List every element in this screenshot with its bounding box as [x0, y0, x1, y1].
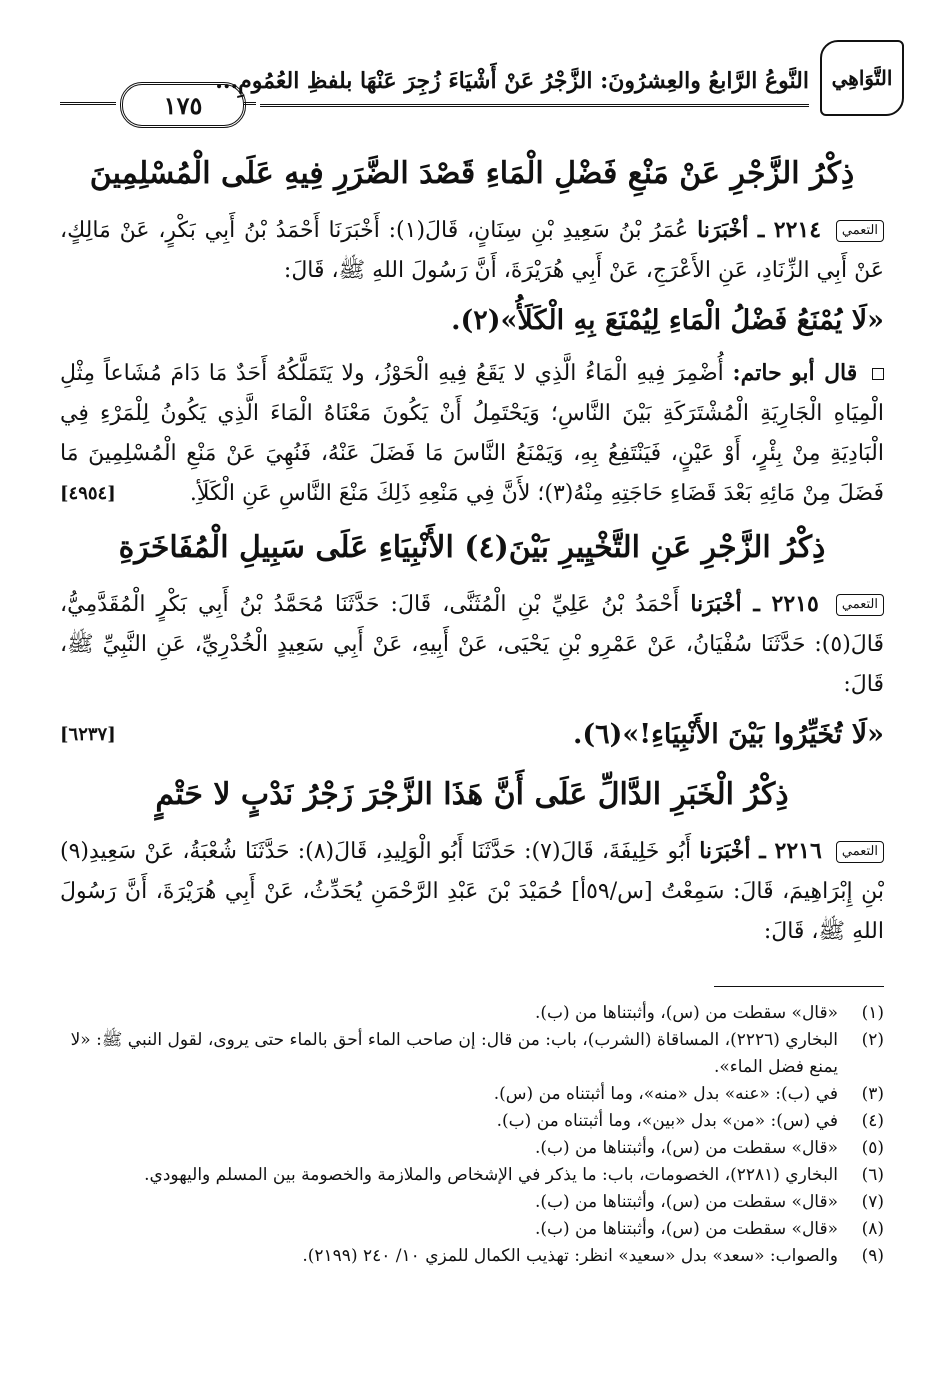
footnote — [60, 1216, 884, 1243]
section-title: ذِكْرُ الزَّجْرِ عَنْ مَنْعِ فَضْلِ الْمَاءِ قَصْدَ الضَّرَرِ فِيهِ عَلَى الْمُسْلِمِينَ — [89, 156, 855, 191]
running-title: النَّوعُ الرَّابعُ والعِشرُونَ: الزَّجْرُ عَنْ أَشْيَاءَ زُجِرَ عَنْهَا بلفظِ العُمُومِ... — [215, 68, 809, 94]
footnote-number: (٧) — [861, 1192, 884, 1212]
footnote-text: «قال» سقطت من (س)، وأثبتناها من (ب). — [534, 1219, 838, 1239]
reference-number: [٦٢٣٧] — [60, 724, 116, 745]
commentary-label: قال أبو حاتم: — [732, 360, 858, 386]
reference-number: [٤٩٥٤] — [60, 483, 116, 504]
footnote-text: البخاري (٢٢٢٦)، المساقاة (الشرب)، باب: من قال: إن صاحب الماء أحق بالماء حتى يروى، لقول النبي ﷺ: «لا يمنع فضل الماء». — [70, 1030, 838, 1077]
footnote-number: (١) — [861, 1003, 884, 1023]
footnote — [60, 1027, 884, 1081]
footnote-number: (٢) — [861, 1030, 884, 1050]
section-title: ذِكْرُ الْخَبَرِ الدَّالِّ عَلَى أَنَّ هَذَا الزَّجْرَ زَجْرُ نَدْبٍ لا حَتْمٍ — [155, 777, 789, 812]
hadith-marker: التعمي — [836, 594, 884, 616]
commentary — [60, 353, 884, 514]
footnote-number: (٤) — [861, 1111, 884, 1131]
page-number: ١٧٥ — [120, 82, 246, 128]
hadith-marker: التعمي — [836, 220, 884, 242]
hadith-number: ٢٢١٥ ـ أخْبَرَنا — [690, 591, 819, 617]
hadith-isnad — [60, 831, 884, 952]
footnote-number: (٨) — [861, 1219, 884, 1239]
header-rule — [260, 104, 809, 107]
footnote — [60, 1189, 884, 1216]
footnote-text: «قال» سقطت من (س)، وأثبتناها من (ب). — [534, 1192, 838, 1212]
footnote-number: (٩) — [861, 1246, 884, 1266]
footnote-separator — [714, 986, 884, 987]
square-bullet-icon — [872, 368, 884, 380]
isnad-text: أَحْمَدُ بْنُ عَلِيِّ بْنِ الْمُثَنَّى، قَالَ: حَدَّثَنَا مُحَمَّدُ بْنُ أَبِي بَكْرٍ الْمُقَدَّمِيُّ، قَالَ(٥): حَدَّثَنَا سُفْيَانُ، عَنْ عَمْرِو بْنِ يَحْيَى، عَنْ أَبِيهِ، عَنْ أَبِي سَعِيدٍ الْخُدْرِيِّ، عَنِ النَّبِيِّ ﷺ، قَالَ: — [60, 592, 884, 697]
footnote — [60, 1081, 884, 1108]
hadith-marker: التعمي — [836, 841, 884, 863]
footnote-text: «قال» سقطت من (س)، وأثبتناها من (ب). — [534, 1138, 838, 1158]
footnote-number: (٣) — [861, 1084, 884, 1104]
page-number-rule-left — [60, 102, 116, 105]
matn-text: «لَا تُخَيِّرُوا بَيْنَ الأَنْبِيَاءِ!»(٦). — [572, 719, 884, 750]
footnote — [60, 1243, 884, 1270]
page-header — [60, 40, 904, 120]
hadith-matn — [60, 709, 884, 761]
footnote — [60, 1000, 884, 1027]
footnote — [60, 1108, 884, 1135]
footnote-number: (٦) — [861, 1165, 884, 1185]
footnote-text: في (ب): «عنه» بدل «منه»، وما أثبتناه من (س). — [493, 1084, 838, 1104]
footnote — [60, 1162, 884, 1189]
page-body — [60, 140, 884, 952]
isnad-text: أَبُو خَلِيفَةَ، قَالَ(٧): حَدَّثَنَا أَبُو الْوَلِيدِ، قَالَ(٨): حَدَّثَنَا شُعْبَةُ، عَنْ سَعِيدِ(٩) بْنِ إِبْرَاهِيمَ، قَالَ: سَمِعْتُ [س/٥٩أ] حُمَيْدَ بْنَ عَبْدِ الرَّحْمَنِ يُحَدِّثُ، عَنْ أَبِي هُرَيْرَةَ، أَنَّ رَسُولَ اللهِ ﷺ، قَالَ: — [60, 839, 884, 944]
footnote — [60, 1135, 884, 1162]
hadith-isnad — [60, 584, 884, 705]
hadith-number: ٢٢١٤ ـ أخْبَرَنا — [697, 217, 822, 243]
footnote-text: في (س): «من» بدل «بين»، وما أثبتناه من (ب). — [496, 1111, 838, 1131]
isnad-text: عُمَرُ بْنُ سَعِيدِ بْنِ سِنَانٍ، قَالَ(١): أَخْبَرَنَا أَحْمَدُ بْنُ أَبِي بَكْرٍ، عَنْ مَالِكٍ، عَنْ أَبِي الزِّنَادِ، عَنِ الأَعْرَجِ، عَنْ أَبِي هُرَيْرَةَ، أَنَّ رَسُولَ اللهِ ﷺ، قَالَ: — [60, 218, 884, 283]
footnotes — [60, 1000, 884, 1270]
hadith-number: ٢٢١٦ ـ أخْبَرَنا — [699, 838, 822, 864]
footnote-text: «قال» سقطت من (س)، وأثبتناها من (ب). — [534, 1003, 838, 1023]
footnote-text: البخاري (٢٢٨١)، الخصومات، باب: ما يذكر في الإشخاص والملازمة والخصومة بين المسلم واليهودي. — [144, 1165, 838, 1185]
chapter-badge: التَّوَاهِي — [820, 40, 904, 116]
commentary-text: أُضْمِرَ فِيهِ الْمَاءُ الَّذِي لا يَقَعُ فِيهِ الْحَوْزُ، ولا يَتَمَلَّكُهُ أَحَدٌ مَا دَامَ مُشَاعاً مِثْلِ الْمِيَاهِ الْجَارِيَةِ الْمُشْتَرَكَةِ بَيْنَ النَّاسِ؛ وَيَحْتَمِلُ أَنْ يَكُونَ مَعْنَاهُ الْمَاءَ الَّذِي يَكُونُ لِلْمَرْءِ فِي الْبَادِيَةِ مِنْ بِئْرٍ، أَوْ عَيْنٍ، فَيَنْتَفِعُ بِهِ، وَيَمْنَعُ النَّاسَ مَا فَضَلَ عَنْهُ، فَنُهِيَ عَنْ مَنْعِ الْمُسْلِمِينَ مَا فَضَلَ مِنْ مَائِهِ بَعْدَ قَضَاءِ حَاجَتِهِ مِنْهُ(٣)؛ لأَنَّ فِي مَنْعِهِ ذَلِكَ مَنْعَ النَّاسِ عَنِ الْكَلَأِ. — [60, 361, 884, 506]
footnote-number: (٥) — [861, 1138, 884, 1158]
footnote-text: والصواب: «سعد» بدل «سعيد» انظر: تهذيب الكمال للمزي ١٠/ ٢٤٠ (٢١٩٩). — [302, 1246, 838, 1266]
hadith-isnad — [60, 210, 884, 291]
hadith-matn: «لَا يُمْنَعُ فَضْلُ الْمَاءِ لِيُمْنَعَ بِهِ الْكَلَأُ»(٢). — [451, 305, 884, 336]
section-title: ذِكْرُ الزَّجْرِ عَنِ التَّخْيِيرِ بَيْنَ(٤) الأَنْبِيَاءِ عَلَى سَبِيلِ الْمُفَاخَرَةِ — [118, 530, 826, 565]
